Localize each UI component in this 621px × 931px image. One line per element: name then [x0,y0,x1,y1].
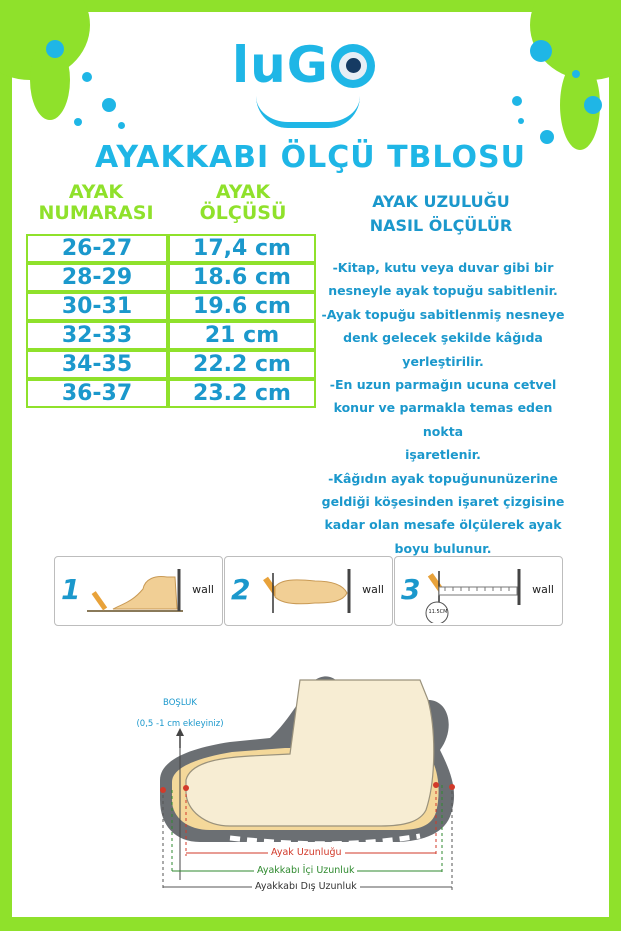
logo-text: luG [232,36,329,94]
wall-label: wall [532,583,554,596]
dot [512,96,522,106]
howto-title-line: AYAK UZULUĞU [372,192,510,211]
dot [584,96,602,114]
length-cell: 21 cm [168,321,316,350]
instruction-line: boyu bulunur. [394,540,492,556]
foot-side-icon [85,563,185,621]
instruction-line: işaretlenir. [405,447,481,463]
size-cell: 36-37 [26,379,168,408]
brand-logo [232,36,375,94]
table-row [26,321,316,350]
step-3-panel [394,556,563,626]
wall-label: wall [192,583,214,596]
table-row [26,350,316,379]
table-row [26,379,316,408]
step-number: 3 [401,573,421,606]
size-badge: 11.5CM [428,609,448,615]
dot [74,118,82,126]
inner-length-label: Ayakkabı İçi Uzunluk [254,865,357,876]
size-cell: 30-31 [26,292,168,321]
logo-smile-icon [256,96,360,128]
howto-title [320,190,562,238]
length-cell: 18.6 cm [168,263,316,292]
instruction-line: nesneyle ayak topuğu sabitlenir. [328,283,558,299]
instruction-line: yerleştirilir. [402,353,484,369]
instruction-line: konur ve parmakla temas eden nokta [333,400,553,439]
dot [572,70,580,78]
header-line: AYAK [68,181,124,203]
step-number: 2 [231,573,251,606]
step-number: 1 [61,573,81,606]
step-1-panel [54,556,223,626]
instruction-line: -En uzun parmağın ucuna cetvel [329,377,557,393]
wall-label: wall [362,583,384,596]
table-header-length [170,182,316,224]
page-title: AYAKKABI ÖLÇÜ TBLOSU [95,140,526,175]
step-2-panel [224,556,393,626]
instruction-line: -Kâğıdın ayak topuğununüzerine [328,470,558,486]
size-cell: 34-35 [26,350,168,379]
instruction-line: -Ayak topuğu sabitlenmiş nesneye [321,306,565,322]
table-row [26,292,316,321]
howto-title-line: NASIL ÖLÇÜLÜR [369,216,513,235]
gap-note: (0,5 -1 cm ekleyiniz) [136,719,224,729]
length-cell: 17,4 cm [168,234,316,263]
logo-eye-icon [331,44,375,88]
header-line: ÖLÇÜSÜ [199,202,287,224]
table-header-size [26,182,166,224]
dot [118,122,125,129]
gap-label: BOŞLUK [163,698,197,708]
howto-instructions [312,256,574,560]
table-row [26,234,316,263]
header-line: AYAK [215,181,271,203]
outer-length-label: Ayakkabı Dış Uzunluk [252,881,360,892]
dot [518,118,524,124]
length-cell: 19.6 cm [168,292,316,321]
foot-top-icon [255,563,355,621]
foot-length-label: Ayak Uzunluğu [268,847,345,858]
size-cell: 28-29 [26,263,168,292]
length-cell: 23.2 cm [168,379,316,408]
dot [46,40,64,58]
header-line: NUMARASI [38,202,154,224]
instruction-line: kadar olan mesafe ölçülerek ayak [324,517,562,533]
length-cell: 22.2 cm [168,350,316,379]
dot [530,40,552,62]
instruction-line: geldiği köşesinden işaret çizgisine [321,494,565,510]
size-cell: 32-33 [26,321,168,350]
size-table [26,234,316,408]
dot [82,72,92,82]
instruction-line: denk gelecek şekilde kâğıda [343,330,543,346]
size-cell: 26-27 [26,234,168,263]
instruction-line: -Kitap, kutu veya duvar gibi bir [332,260,554,275]
dot [102,98,116,112]
table-row [26,263,316,292]
